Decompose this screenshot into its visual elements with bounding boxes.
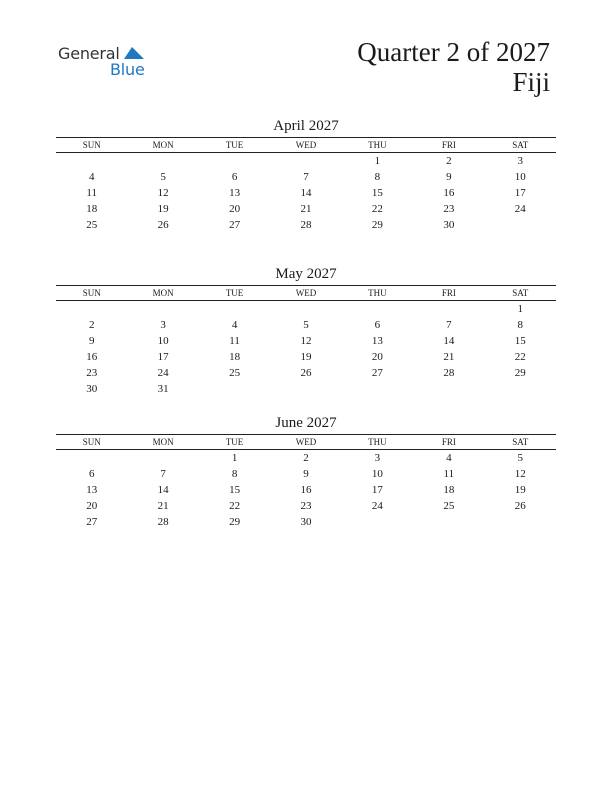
empty-cell [342, 301, 413, 317]
day-cell: 25 [86, 219, 98, 231]
empty-cell [270, 301, 341, 317]
day-cell: 7 [446, 319, 452, 331]
day-cell: 14 [157, 484, 169, 496]
day-cell: 12 [514, 468, 526, 480]
day-cell: 11 [443, 468, 455, 480]
day-cell: 1 [231, 452, 238, 464]
weekday-tue: TUE [225, 288, 244, 298]
month-title: June 2027 [275, 415, 337, 431]
empty-cell [199, 153, 270, 169]
day-cell: 1 [517, 303, 524, 315]
weekday-thu: THU [368, 437, 387, 447]
empty-cell [270, 153, 341, 169]
day-cell: 27 [371, 367, 383, 379]
day-cell: 28 [300, 219, 312, 231]
weekday-thu: THU [368, 140, 387, 150]
day-cell: 9 [303, 468, 309, 480]
brand-logo [58, 44, 158, 84]
day-cell: 30 [443, 219, 455, 231]
day-cell: 29 [229, 516, 241, 528]
day-cell: 6 [88, 468, 95, 480]
day-cell: 16 [443, 187, 455, 199]
day-cell: 28 [157, 516, 169, 528]
logo-word-blue: Blue [110, 60, 145, 79]
day-cell: 19 [300, 351, 312, 363]
day-cell: 3 [160, 319, 166, 331]
day-cell: 24 [371, 500, 383, 512]
day-cell: 30 [86, 383, 98, 395]
day-cell: 26 [514, 500, 526, 512]
day-grid [56, 153, 556, 233]
empty-cell [199, 301, 270, 317]
empty-cell [56, 153, 127, 169]
day-cell: 18 [86, 203, 98, 215]
empty-cell [342, 381, 413, 397]
empty-cell [485, 217, 556, 233]
day-cell: 16 [86, 351, 98, 363]
day-grid [56, 450, 556, 530]
weekday-header [56, 285, 556, 301]
day-cell: 3 [517, 155, 524, 167]
day-cell: 23 [443, 203, 455, 215]
day-cell: 15 [514, 335, 526, 347]
day-cell: 21 [300, 203, 312, 215]
day-cell: 31 [157, 383, 169, 395]
weekday-thu: THU [368, 288, 387, 298]
day-cell: 7 [303, 171, 309, 183]
month-may [56, 265, 556, 397]
day-cell: 6 [374, 319, 381, 331]
day-cell: 2 [446, 155, 452, 167]
day-grid [56, 301, 556, 397]
day-cell: 13 [86, 484, 98, 496]
day-cell: 13 [371, 335, 383, 347]
day-cell: 6 [231, 171, 238, 183]
weekday-sun: SUN [82, 288, 101, 298]
day-cell: 17 [514, 187, 526, 199]
empty-cell [485, 381, 556, 397]
day-cell: 8 [517, 319, 524, 331]
day-cell: 25 [229, 367, 241, 379]
empty-cell [56, 450, 127, 466]
day-cell: 20 [86, 500, 98, 512]
weekday-wed: WED [295, 140, 317, 150]
day-cell: 11 [229, 335, 240, 347]
day-cell: 24 [514, 203, 526, 215]
day-cell: 18 [443, 484, 455, 496]
day-cell: 21 [443, 351, 455, 363]
empty-cell [413, 381, 484, 397]
month-title: May 2027 [275, 266, 337, 282]
empty-cell [127, 301, 198, 317]
day-cell: 4 [231, 319, 238, 331]
day-cell: 4 [88, 171, 95, 183]
day-cell: 11 [86, 187, 97, 199]
day-cell: 2 [303, 452, 309, 464]
page-title: Quarter 2 of 2027 [357, 37, 550, 67]
day-cell: 13 [229, 187, 241, 199]
empty-cell [485, 514, 556, 530]
day-cell: 19 [514, 484, 526, 496]
weekday-mon: MON [152, 140, 174, 150]
month-title: April 2027 [273, 118, 339, 134]
day-cell: 22 [371, 203, 383, 215]
logo-triangle-icon [124, 45, 146, 61]
weekday-sun: SUN [82, 437, 101, 447]
day-cell: 23 [300, 500, 312, 512]
day-cell: 8 [231, 468, 238, 480]
day-cell: 27 [229, 219, 241, 231]
day-cell: 18 [229, 351, 241, 363]
empty-cell [56, 301, 127, 317]
logo-word-general: General [58, 44, 120, 63]
day-cell: 17 [157, 351, 169, 363]
day-cell: 5 [517, 452, 524, 464]
weekday-mon: MON [152, 288, 174, 298]
day-cell: 22 [229, 500, 241, 512]
day-cell: 12 [157, 187, 169, 199]
empty-cell [199, 381, 270, 397]
day-cell: 23 [86, 367, 98, 379]
day-cell: 2 [88, 319, 95, 331]
day-cell: 21 [157, 500, 169, 512]
weekday-fri: FRI [441, 288, 456, 298]
empty-cell [127, 153, 198, 169]
day-cell: 17 [371, 484, 383, 496]
weekday-sat: SAT [512, 288, 529, 298]
empty-cell [413, 514, 484, 530]
day-cell: 26 [300, 367, 312, 379]
weekday-fri: FRI [441, 140, 456, 150]
day-cell: 9 [88, 335, 95, 347]
day-cell: 30 [300, 516, 312, 528]
day-cell: 15 [371, 187, 383, 199]
weekday-sun: SUN [82, 140, 101, 150]
day-cell: 29 [371, 219, 383, 231]
country-name: Fiji [512, 67, 550, 97]
weekday-header [56, 137, 556, 153]
day-cell: 1 [374, 155, 381, 167]
day-cell: 14 [443, 335, 455, 347]
weekday-mon: MON [152, 437, 174, 447]
title-block [357, 37, 550, 97]
empty-cell [413, 301, 484, 317]
empty-cell [270, 381, 341, 397]
day-cell: 20 [371, 351, 383, 363]
day-cell: 3 [374, 452, 381, 464]
day-cell: 27 [86, 516, 98, 528]
day-cell: 16 [300, 484, 312, 496]
weekday-tue: TUE [225, 437, 244, 447]
day-cell: 7 [160, 468, 166, 480]
day-cell: 10 [371, 468, 383, 480]
weekday-tue: TUE [225, 140, 244, 150]
day-cell: 14 [300, 187, 312, 199]
day-cell: 5 [303, 319, 309, 331]
day-cell: 5 [160, 171, 166, 183]
day-cell: 10 [157, 335, 169, 347]
day-cell: 15 [229, 484, 241, 496]
empty-cell [127, 450, 198, 466]
month-june [56, 414, 556, 530]
day-cell: 12 [300, 335, 312, 347]
weekday-sat: SAT [512, 140, 529, 150]
weekday-sat: SAT [512, 437, 529, 447]
weekday-header [56, 434, 556, 450]
weekday-fri: FRI [441, 437, 456, 447]
empty-cell [342, 514, 413, 530]
weekday-wed: WED [295, 288, 317, 298]
day-cell: 26 [157, 219, 169, 231]
day-cell: 9 [446, 171, 452, 183]
weekday-wed: WED [295, 437, 317, 447]
day-cell: 25 [443, 500, 455, 512]
day-cell: 10 [514, 171, 526, 183]
day-cell: 20 [229, 203, 241, 215]
day-cell: 28 [443, 367, 455, 379]
day-cell: 19 [157, 203, 169, 215]
day-cell: 24 [157, 367, 169, 379]
day-cell: 8 [374, 171, 381, 183]
day-cell: 29 [514, 367, 526, 379]
month-april [56, 117, 556, 233]
day-cell: 22 [514, 351, 526, 363]
day-cell: 4 [446, 452, 452, 464]
